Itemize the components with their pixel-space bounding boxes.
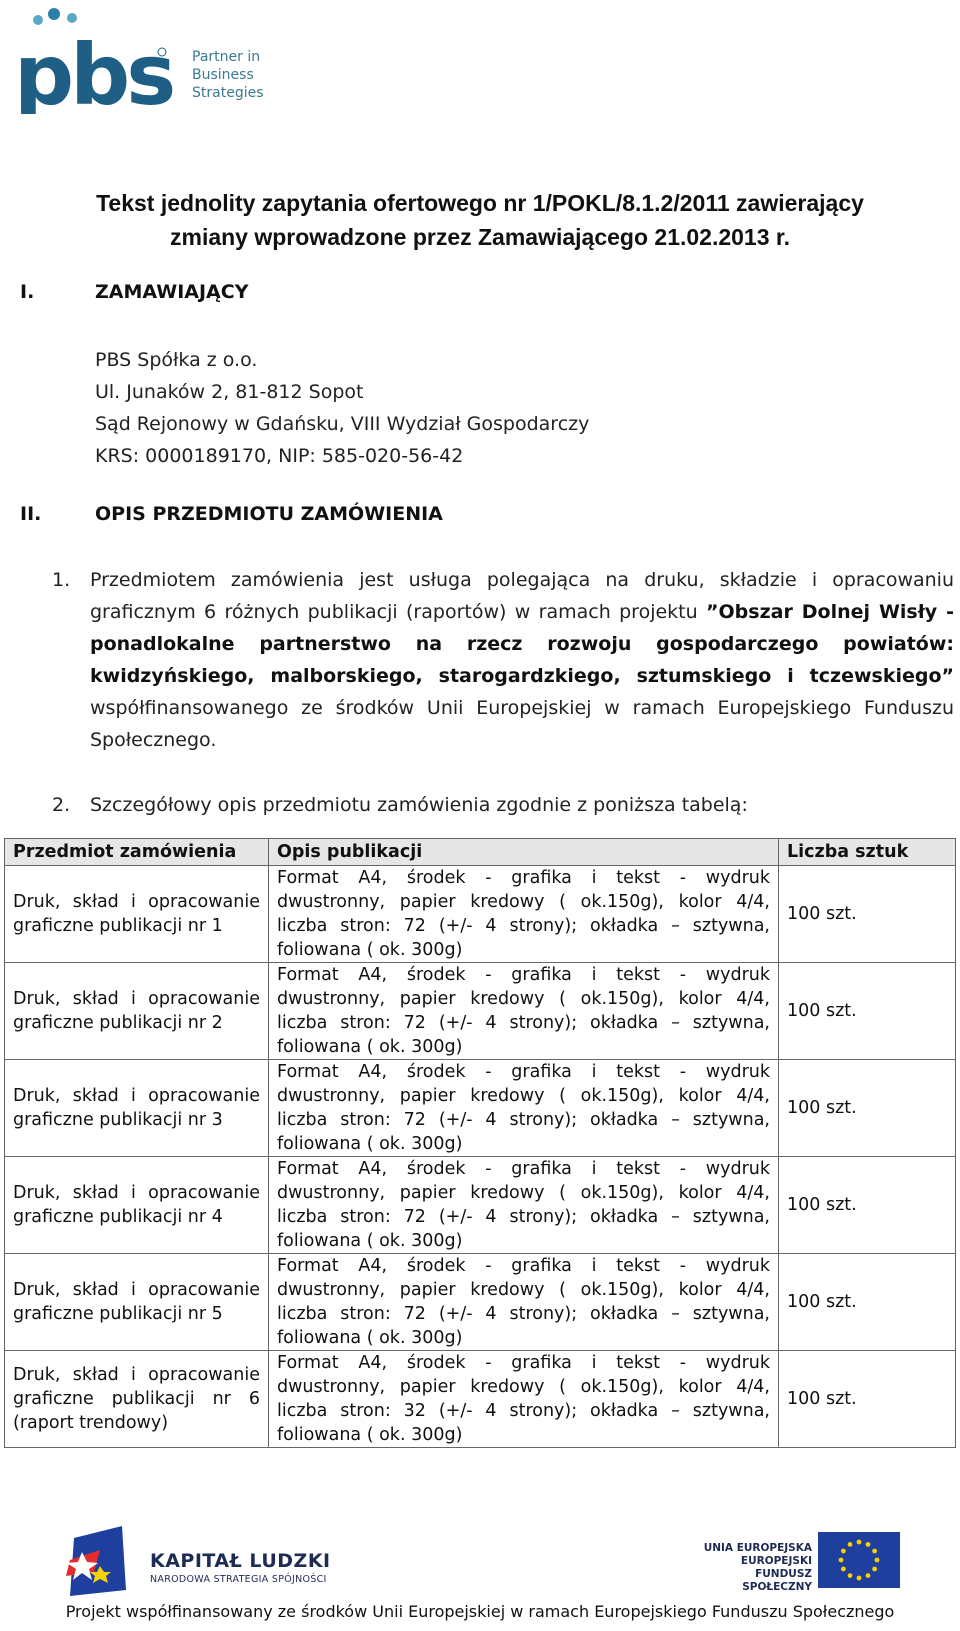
quantity-cell: 100 szt. [779,1060,956,1157]
paragraph-1-text-end: współfinansowanego ze środków Unii Europejskiej w ramach Europejskiego Funduszu Społecznego. [90,697,954,751]
table-row [5,1254,956,1351]
eu-line: EUROPEJSKI [740,1555,812,1567]
footer-logos [60,1520,920,1600]
pbs-logo [14,6,274,114]
quantity-cell: 100 szt. [779,1157,956,1254]
paragraph-1 [52,564,954,756]
address-line: PBS Spółka z o.o. [95,349,258,371]
quantity-cell: 100 szt. [779,1254,956,1351]
footer-text: Projekt współfinansowany ze środków Unii Europejskiej w ramach Europejskiego Funduszu Społecznego [65,1602,895,1621]
logo-tagline [192,48,264,102]
item-cell: Druk, skład i opracowanie graficzne publikacji nr 3 [5,1060,269,1157]
kapital-ludzki-title: KAPITAŁ LUDZKI [150,1550,331,1572]
project-name: ”Obszar Dolnej Wisły - ponadlokalne partnerstwo na rzecz rozwoju gospodarczego powiatów: kwidzyńskiego, malborskiego, starogardzkiego, sztumskiego i tczewskiego” [90,601,954,687]
paragraph-1-text: Przedmiotem zamówienia jest usługa polegająca na druku, składzie i opracowaniu graficznym 6 różnych publikacji (raportów) w ramach projektu [90,569,954,623]
paragraph-2 [52,789,748,821]
table-row [5,866,956,963]
item-cell: Druk, skład i opracowanie graficzne publikacji nr 4 [5,1157,269,1254]
kapital-ludzki-emblem-icon [60,1520,140,1600]
kapital-ludzki-logo [60,1520,380,1600]
quantity-cell: 100 szt. [779,963,956,1060]
section-2-number: II. [20,503,42,525]
table-row [5,1157,956,1254]
section-1-title: ZAMAWIAJĄCY [95,281,249,303]
title-line-2: zmiany wprowadzone przez Zamawiającego 21.02.2013 r. [170,224,790,250]
title-line-1: Tekst jednolity zapytania ofertowego nr 1/POKL/8.1.2/2011 zawierający [96,190,864,216]
eu-logo [690,1532,930,1598]
paragraph-1-number: 1. [52,569,71,591]
description-cell: Format A4, środek - grafika i tekst - wydruk dwustronny, papier kredowy ( ok.150g), kolor 4/4, liczba stron: 72 (+/- 4 strony); okładka – sztywna, foliowana ( ok. 300g) [269,1157,779,1254]
address-line: KRS: 0000189170, NIP: 585-020-56-42 [95,445,464,467]
column-header: Liczba sztuk [779,839,956,866]
paragraph-2-number: 2. [52,794,71,816]
table-row [5,963,956,1060]
eu-text [690,1542,812,1594]
quantity-cell: 100 szt. [779,1351,956,1448]
orderer-address [95,344,589,472]
description-cell: Format A4, środek - grafika i tekst - wydruk dwustronny, papier kredowy ( ok.150g), kolor 4/4, liczba stron: 72 (+/- 4 strony); okładka – sztywna, foliowana ( ok. 300g) [269,866,779,963]
paragraph-2-text: Szczegółowy opis przedmiotu zamówienia zgodnie z poniższa tabelą: [90,794,748,816]
eu-line: UNIA EUROPEJSKA [703,1542,812,1554]
section-1-number: I. [20,281,35,303]
logo-tagline-line: Business [192,67,254,83]
quantity-cell: 100 szt. [779,866,956,963]
logo-tagline-line: Strategies [192,85,264,101]
item-cell: Druk, skład i opracowanie graficzne publikacji nr 1 [5,866,269,963]
document-title [40,186,920,254]
logo-tagline-line: Partner in [192,49,261,65]
section-2-title: OPIS PRZEDMIOTU ZAMÓWIENIA [95,503,443,525]
kapital-ludzki-subtitle: NARODOWA STRATEGIA SPÓJNOŚCI [150,1574,327,1585]
table-header-row [5,839,956,866]
pbs-logo-mark [14,6,184,114]
description-cell: Format A4, środek - grafika i tekst - wydruk dwustronny, papier kredowy ( ok.150g), kolor 4/4, liczba stron: 72 (+/- 4 strony); okładka – sztywna, foliowana ( ok. 300g) [269,1254,779,1351]
eu-flag-icon [818,1532,900,1588]
order-table [4,838,956,1448]
column-header: Przedmiot zamówienia [5,839,269,866]
description-cell: Format A4, środek - grafika i tekst - wydruk dwustronny, papier kredowy ( ok.150g), kolor 4/4, liczba stron: 32 (+/- 4 strony); okładka – sztywna, foliowana ( ok. 300g) [269,1351,779,1448]
table-row [5,1060,956,1157]
item-cell: Druk, skład i opracowanie graficzne publikacji nr 2 [5,963,269,1060]
eu-line: FUNDUSZ SPOŁECZNY [742,1568,812,1593]
description-cell: Format A4, środek - grafika i tekst - wydruk dwustronny, papier kredowy ( ok.150g), kolor 4/4, liczba stron: 72 (+/- 4 strony); okładka – sztywna, foliowana ( ok. 300g) [269,1060,779,1157]
logo-wordmark: pbs [14,26,173,114]
item-cell: Druk, skład i opracowanie graficzne publikacji nr 5 [5,1254,269,1351]
item-cell: Druk, skład i opracowanie graficzne publikacji nr 6 (raport trendowy) [5,1351,269,1448]
address-line: Ul. Junaków 2, 81-812 Sopot [95,381,364,403]
table-row [5,1351,956,1448]
column-header: Opis publikacji [269,839,779,866]
address-line: Sąd Rejonowy w Gdańsku, VIII Wydział Gospodarczy [95,413,590,435]
description-cell: Format A4, środek - grafika i tekst - wydruk dwustronny, papier kredowy ( ok.150g), kolor 4/4, liczba stron: 72 (+/- 4 strony); okładka – sztywna, foliowana ( ok. 300g) [269,963,779,1060]
